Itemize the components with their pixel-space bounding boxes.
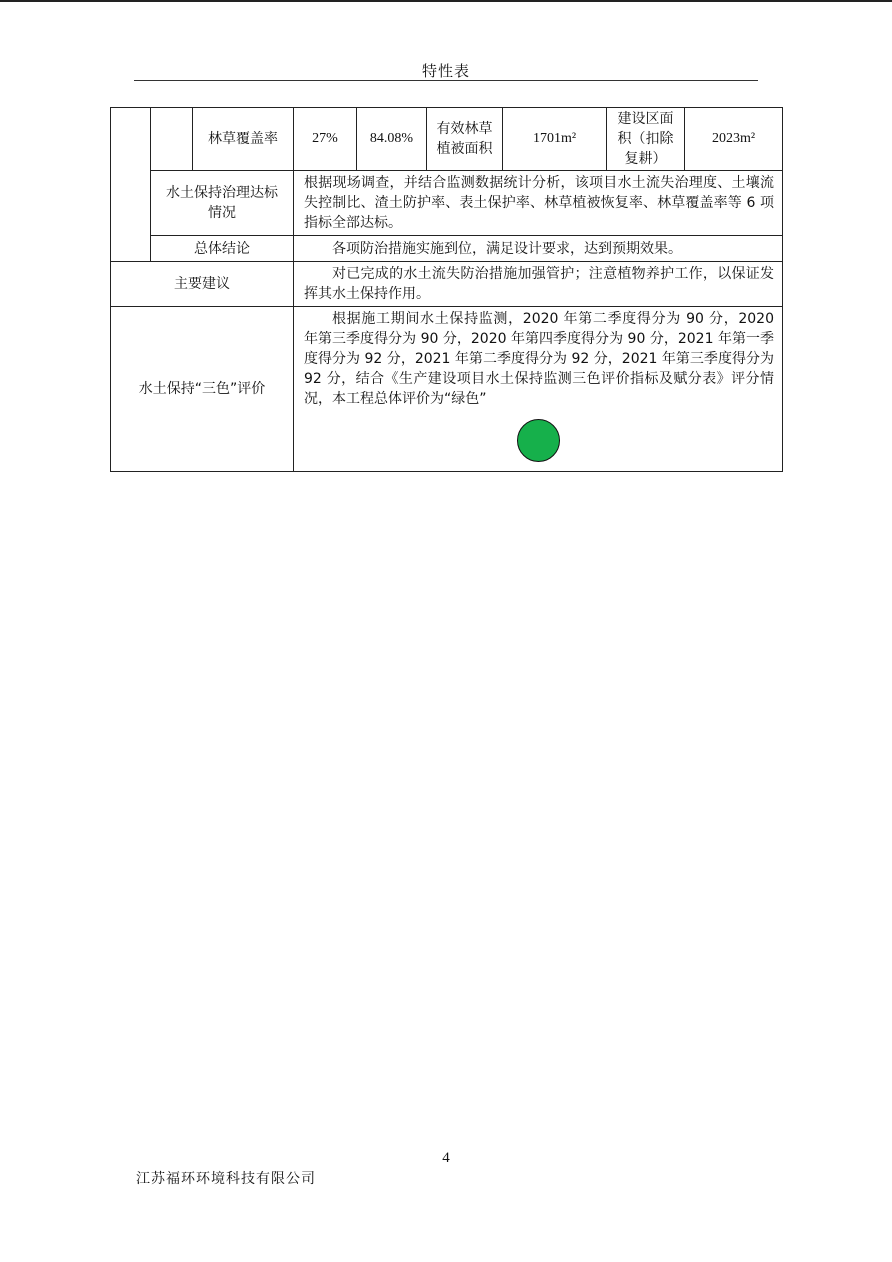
- page-number: 4: [442, 1150, 450, 1166]
- subgroup-cell-blank: [151, 108, 193, 171]
- top-border: [0, 0, 892, 2]
- characteristics-table: [110, 107, 783, 472]
- green-rating-circle: [517, 419, 560, 462]
- header-rule: [134, 80, 758, 81]
- rating-cell: [294, 307, 783, 472]
- conclusion-label: 总体结论: [151, 236, 294, 262]
- construction-area-value: 2023m²: [685, 108, 783, 171]
- coverage-target: 27%: [294, 108, 357, 171]
- company-name: 江苏福环环境科技有限公司: [136, 1171, 316, 1187]
- page-header-title: 特性表: [421, 62, 470, 80]
- rating-label: 水土保持“三色”评价: [111, 307, 294, 472]
- rating-text: 根据施工期间水土保持监测，2020 年第二季度得分为 90 分，2020 年第三季度得分为 90 分，2020 年第四季度得分为 90 分，2021 年第一季度得分为 92 分，2021 年第二季度得分为 92 分，2021 年第三季度得分为 92 分，结合《生产建设项目水土保持监测三色评价指标及赋分表》评分情况，本工程总体评价为“绿色”: [304, 311, 774, 407]
- coverage-actual: 84.08%: [357, 108, 427, 171]
- suggestion-text: 对已完成的水土流失防治措施加强管护；注意植物养护工作，以保证发挥其水土保持作用。: [294, 262, 783, 307]
- suggestion-row: [111, 262, 783, 307]
- conclusion-row: [111, 236, 783, 262]
- construction-area-label: 建设区面积（扣除复耕）: [607, 108, 685, 171]
- rating-row: [111, 307, 783, 472]
- compliance-label: 水土保持治理达标情况: [151, 171, 294, 236]
- rating-indicator: [294, 411, 782, 471]
- conclusion-text: 各项防治措施实施到位，满足设计要求，达到预期效果。: [294, 236, 783, 262]
- effective-area-label: 有效林草植被面积: [427, 108, 503, 171]
- group-cell-blank: [111, 108, 151, 262]
- suggestion-label: 主要建议: [111, 262, 294, 307]
- coverage-row: [111, 108, 783, 171]
- compliance-text: 根据现场调查，并结合监测数据统计分析，该项目水土流失治理度、土壤流失控制比、渣土防护率、表土保护率、林草植被恢复率、林草覆盖率等 6 项指标全部达标。: [294, 171, 783, 236]
- effective-area-value: 1701m²: [503, 108, 607, 171]
- compliance-row: [111, 171, 783, 236]
- coverage-label: 林草覆盖率: [193, 108, 294, 171]
